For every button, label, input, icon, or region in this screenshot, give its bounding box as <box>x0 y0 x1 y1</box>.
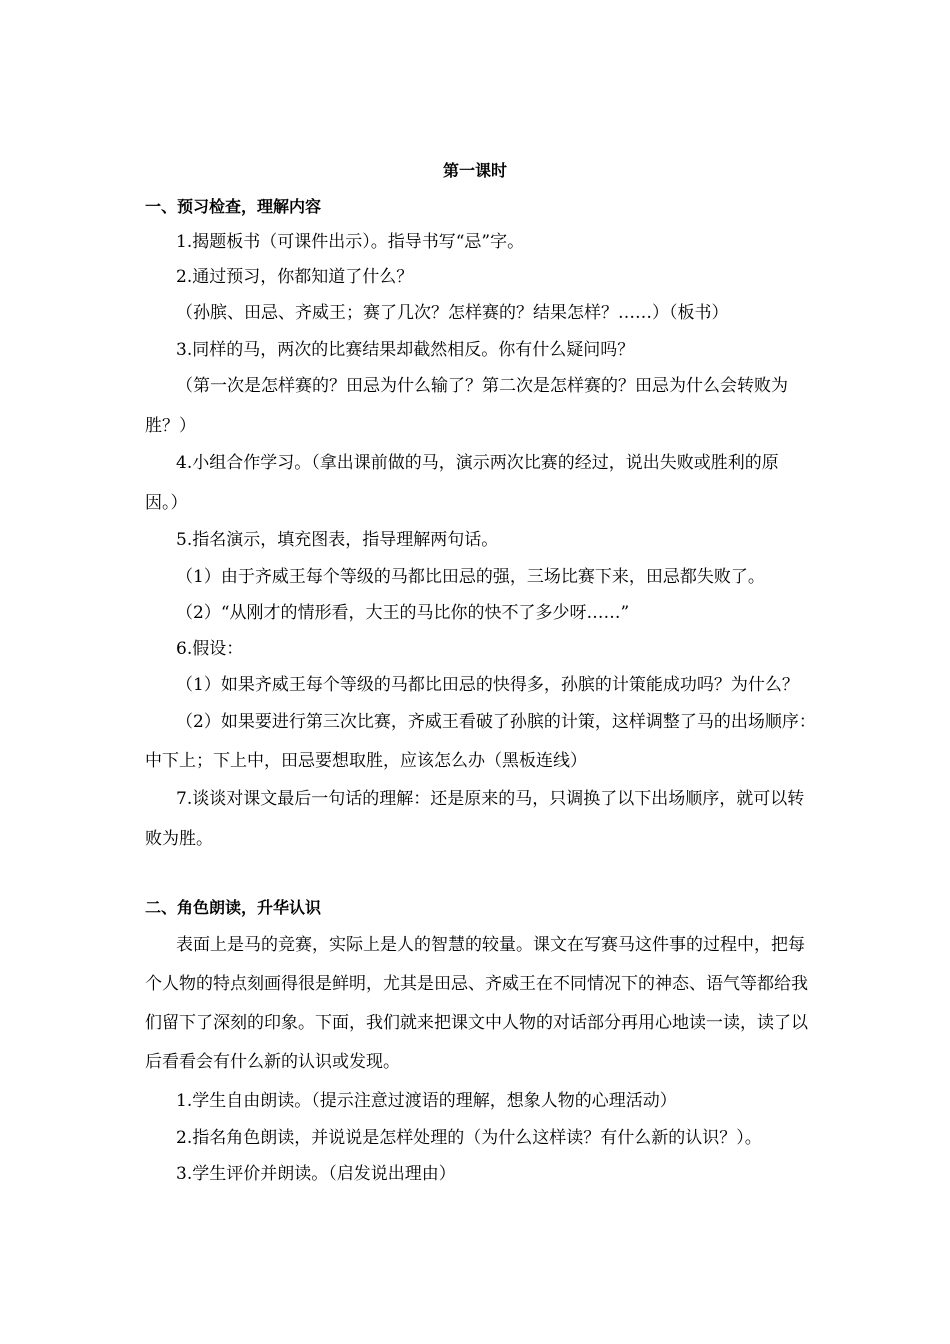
paragraph-line: 2.指名角色朗读，并说说是怎样处理的（为什么这样读？有什么新的认识？）。 <box>176 1128 762 1148</box>
paragraph-line: （孙膑、田忌、齐威王；赛了几次？怎样赛的？结果怎样？……）（板书） <box>176 303 729 323</box>
paragraph-line: 表面上是马的竞赛，实际上是人的智慧的较量。课文在写赛马这件事的过程中，把每 <box>176 935 805 955</box>
paragraph-line: 胜？） <box>145 416 196 436</box>
section-heading-role-reading: 二、角色朗读，升华认识 <box>145 898 322 917</box>
paragraph-line: 后看看会有什么新的认识或发现。 <box>145 1052 400 1072</box>
paragraph-line: 3.学生评价并朗读。（启发说出理由） <box>176 1164 456 1184</box>
paragraph-line: 中下上；下上中，田忌要想取胜，应该怎么办（黑板连线） <box>145 751 587 771</box>
paragraph-line: 败为胜。 <box>145 829 213 849</box>
paragraph-line: 2.通过预习，你都知道了什么？ <box>176 267 414 287</box>
paragraph-line: 3.同样的马，两次的比赛结果却截然相反。你有什么疑问吗？ <box>176 340 635 360</box>
paragraph-line: 个人物的特点刻画得很是鲜明，尤其是田忌、齐威王在不同情况下的神态、语气等都给我 <box>145 974 808 994</box>
paragraph-line: 们留下了深刻的印象。下面，我们就来把课文中人物的对话部分再用心地读一读，读了以 <box>145 1013 808 1033</box>
paragraph-line: 6.假设： <box>176 639 244 659</box>
paragraph-line: （1）如果齐威王每个等级的马都比田忌的快得多，孙膑的计策能成功吗？为什么？ <box>176 675 799 695</box>
paragraph-line: 因。） <box>145 493 188 513</box>
paragraph-line: （第一次是怎样赛的？田忌为什么输了？第二次是怎样赛的？田忌为什么会转败为 <box>176 376 788 396</box>
page-title: 第一课时 <box>442 161 507 180</box>
paragraph-line: 1.学生自由朗读。（提示注意过渡语的理解，想象人物的心理活动） <box>176 1091 677 1111</box>
paragraph-line: （2）如果要进行第三次比赛，齐威王看破了孙膑的计策，这样调整了马的出场顺序： <box>176 712 816 732</box>
paragraph-line: 4.小组合作学习。（拿出课前做的马，演示两次比赛的经过，说出失败或胜利的原 <box>176 453 779 473</box>
paragraph-line: （1）由于齐威王每个等级的马都比田忌的强，三场比赛下来，田忌都失败了。 <box>176 567 765 587</box>
paragraph-line: （2）“从刚才的情形看，大王的马比你的快不了多少呀……” <box>176 603 630 623</box>
paragraph-line: 1.揭题板书（可课件出示）。指导书写“忌”字。 <box>176 232 525 252</box>
paragraph-line: 7.谈谈对课文最后一句话的理解：还是原来的马，只调换了以下出场顺序，就可以转 <box>176 789 805 809</box>
paragraph-line: 5.指名演示，填充图表，指导理解两句话。 <box>176 530 499 550</box>
section-heading-preview-check: 一、预习检查，理解内容 <box>145 197 322 216</box>
